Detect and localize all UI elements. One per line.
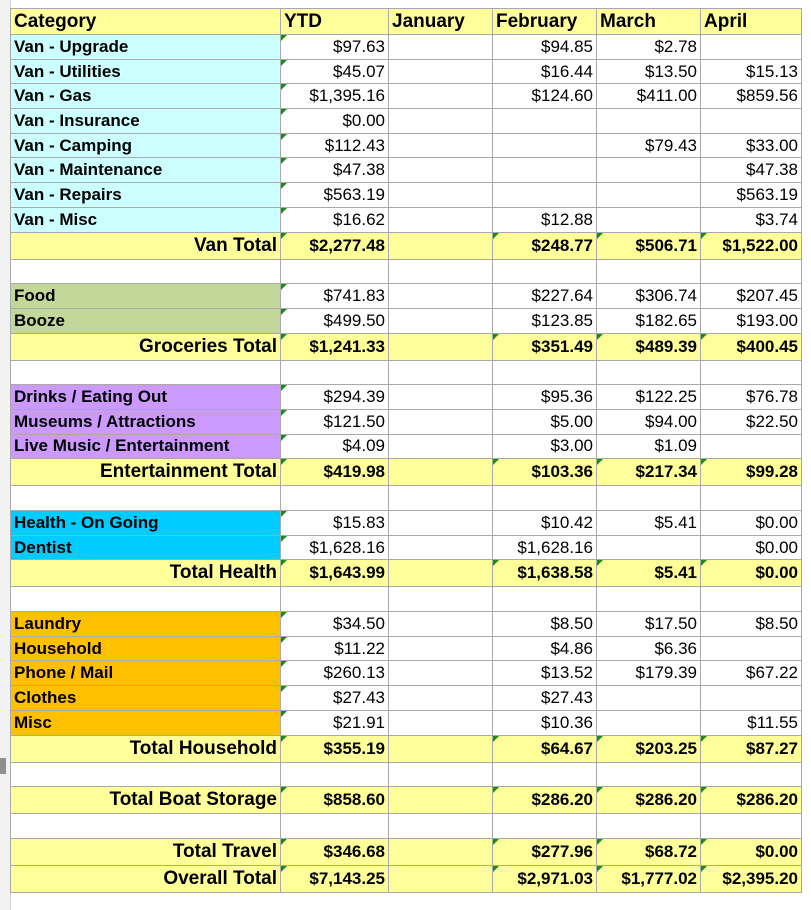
category-cell[interactable]: Live Music / Entertainment	[11, 434, 281, 459]
empty-cell[interactable]	[11, 360, 281, 385]
ytd-cell[interactable]: $0.00	[281, 109, 389, 134]
ytd-cell[interactable]: $1,241.33	[281, 333, 389, 360]
ytd-cell[interactable]: $858.60	[281, 787, 389, 814]
total-row	[11, 865, 802, 892]
february-cell[interactable]	[493, 109, 597, 134]
category-cell[interactable]: Laundry	[11, 612, 281, 637]
march-cell[interactable]	[597, 686, 701, 711]
march-cell[interactable]: $489.39	[597, 333, 701, 360]
february-cell[interactable]: $16.44	[493, 59, 597, 84]
february-cell[interactable]	[493, 183, 597, 208]
ytd-cell[interactable]: $346.68	[281, 838, 389, 865]
blank-row	[11, 762, 802, 787]
january-cell[interactable]	[389, 560, 493, 587]
table-row	[11, 183, 802, 208]
empty-cell[interactable]	[701, 587, 802, 612]
march-cell[interactable]: $179.39	[597, 661, 701, 686]
february-cell[interactable]: $227.64	[493, 284, 597, 309]
april-cell[interactable]	[701, 109, 802, 134]
category-cell[interactable]: Dentist	[11, 535, 281, 560]
empty-cell[interactable]	[281, 259, 389, 284]
table-row	[11, 84, 802, 109]
table-row	[11, 308, 802, 333]
table-row	[11, 109, 802, 134]
february-cell[interactable]: $8.50	[493, 612, 597, 637]
empty-cell[interactable]	[493, 587, 597, 612]
march-cell[interactable]: $217.34	[597, 459, 701, 486]
empty-cell[interactable]	[11, 259, 281, 284]
march-cell[interactable]: $6.36	[597, 636, 701, 661]
january-cell[interactable]	[389, 459, 493, 486]
total-row	[11, 459, 802, 486]
march-cell[interactable]	[597, 183, 701, 208]
header-row	[11, 9, 802, 35]
january-cell[interactable]	[389, 232, 493, 259]
empty-cell[interactable]	[11, 814, 281, 839]
empty-cell[interactable]	[389, 814, 493, 839]
empty-cell[interactable]	[597, 587, 701, 612]
april-cell[interactable]: $0.00	[701, 535, 802, 560]
table-row	[11, 133, 802, 158]
empty-cell[interactable]	[597, 814, 701, 839]
march-cell[interactable]: $506.71	[597, 232, 701, 259]
february-cell[interactable]: $10.42	[493, 511, 597, 536]
category-cell[interactable]: Drinks / Eating Out	[11, 385, 281, 410]
march-cell[interactable]: $411.00	[597, 84, 701, 109]
april-cell[interactable]: $99.28	[701, 459, 802, 486]
april-cell[interactable]	[701, 636, 802, 661]
category-cell[interactable]: Van - Misc	[11, 207, 281, 232]
march-cell[interactable]: $306.74	[597, 284, 701, 309]
ytd-cell[interactable]: $27.43	[281, 686, 389, 711]
total-label-cell[interactable]: Total Boat Storage	[11, 787, 281, 814]
february-cell[interactable]	[493, 133, 597, 158]
total-row	[11, 735, 802, 762]
january-cell[interactable]	[389, 535, 493, 560]
table-row	[11, 409, 802, 434]
january-cell[interactable]	[389, 636, 493, 661]
february-cell[interactable]: $4.86	[493, 636, 597, 661]
table-row	[11, 207, 802, 232]
category-cell[interactable]: Food	[11, 284, 281, 309]
total-row	[11, 838, 802, 865]
ytd-cell[interactable]: $741.83	[281, 284, 389, 309]
january-cell[interactable]	[389, 686, 493, 711]
february-cell[interactable]: $1,638.58	[493, 560, 597, 587]
empty-cell[interactable]	[281, 587, 389, 612]
january-cell[interactable]	[389, 35, 493, 60]
empty-cell[interactable]	[701, 814, 802, 839]
category-cell[interactable]: Household	[11, 636, 281, 661]
total-label-cell[interactable]: Entertainment Total	[11, 459, 281, 486]
total-label-cell[interactable]: Van Total	[11, 232, 281, 259]
total-label-cell[interactable]: Total Travel	[11, 838, 281, 865]
total-row	[11, 787, 802, 814]
ytd-cell[interactable]: $1,395.16	[281, 84, 389, 109]
february-cell[interactable]: $95.36	[493, 385, 597, 410]
ytd-cell[interactable]: $1,628.16	[281, 535, 389, 560]
april-cell[interactable]: $1,522.00	[701, 232, 802, 259]
header-february[interactable]: February	[493, 9, 597, 35]
january-cell[interactable]	[389, 838, 493, 865]
ytd-cell[interactable]: $47.38	[281, 158, 389, 183]
total-label-cell[interactable]: Overall Total	[11, 865, 281, 892]
empty-cell[interactable]	[597, 762, 701, 787]
march-cell[interactable]: $94.00	[597, 409, 701, 434]
april-cell[interactable]: $859.56	[701, 84, 802, 109]
march-cell[interactable]	[597, 207, 701, 232]
ytd-cell[interactable]: $11.22	[281, 636, 389, 661]
category-cell[interactable]: Van - Maintenance	[11, 158, 281, 183]
empty-cell[interactable]	[389, 259, 493, 284]
blank-row	[11, 259, 802, 284]
empty-cell[interactable]	[493, 762, 597, 787]
april-cell[interactable]: $47.38	[701, 158, 802, 183]
ytd-cell[interactable]: $16.62	[281, 207, 389, 232]
blank-row	[11, 814, 802, 839]
category-cell[interactable]: Phone / Mail	[11, 661, 281, 686]
ytd-cell[interactable]: $112.43	[281, 133, 389, 158]
february-cell[interactable]: $277.96	[493, 838, 597, 865]
ytd-cell[interactable]: $15.83	[281, 511, 389, 536]
february-cell[interactable]: $10.36	[493, 710, 597, 735]
category-cell[interactable]: Van - Utilities	[11, 59, 281, 84]
category-cell[interactable]: Health - On Going	[11, 511, 281, 536]
ytd-cell[interactable]: $97.63	[281, 35, 389, 60]
january-cell[interactable]	[389, 333, 493, 360]
april-cell[interactable]	[701, 686, 802, 711]
april-cell[interactable]: $33.00	[701, 133, 802, 158]
empty-cell[interactable]	[701, 486, 802, 511]
ytd-cell[interactable]: $355.19	[281, 735, 389, 762]
empty-cell[interactable]	[11, 486, 281, 511]
april-cell[interactable]: $286.20	[701, 787, 802, 814]
february-cell[interactable]: $64.67	[493, 735, 597, 762]
april-cell[interactable]: $11.55	[701, 710, 802, 735]
empty-cell[interactable]	[597, 360, 701, 385]
april-cell[interactable]: $400.45	[701, 333, 802, 360]
table-row	[11, 686, 802, 711]
january-cell[interactable]	[389, 434, 493, 459]
january-cell[interactable]	[389, 409, 493, 434]
april-cell[interactable]: $76.78	[701, 385, 802, 410]
march-cell[interactable]: $2.78	[597, 35, 701, 60]
april-cell[interactable]: $0.00	[701, 560, 802, 587]
march-cell[interactable]: $79.43	[597, 133, 701, 158]
empty-cell[interactable]	[701, 762, 802, 787]
january-cell[interactable]	[389, 661, 493, 686]
header-april[interactable]: April	[701, 9, 802, 35]
march-cell[interactable]: $286.20	[597, 787, 701, 814]
april-cell[interactable]: $0.00	[701, 511, 802, 536]
january-cell[interactable]	[389, 787, 493, 814]
total-row	[11, 333, 802, 360]
ytd-cell[interactable]: $1,643.99	[281, 560, 389, 587]
april-cell[interactable]: $22.50	[701, 409, 802, 434]
empty-cell[interactable]	[493, 259, 597, 284]
empty-cell[interactable]	[389, 762, 493, 787]
empty-cell[interactable]	[281, 814, 389, 839]
january-cell[interactable]	[389, 207, 493, 232]
february-cell[interactable]: $5.00	[493, 409, 597, 434]
empty-cell[interactable]	[597, 259, 701, 284]
ytd-cell[interactable]: $260.13	[281, 661, 389, 686]
january-cell[interactable]	[389, 308, 493, 333]
january-cell[interactable]	[389, 511, 493, 536]
february-cell[interactable]: $123.85	[493, 308, 597, 333]
blank-row	[11, 486, 802, 511]
february-cell[interactable]: $3.00	[493, 434, 597, 459]
ytd-cell[interactable]: $4.09	[281, 434, 389, 459]
february-cell[interactable]: $13.52	[493, 661, 597, 686]
empty-cell[interactable]	[493, 814, 597, 839]
category-cell[interactable]: Van - Camping	[11, 133, 281, 158]
february-cell[interactable]: $124.60	[493, 84, 597, 109]
total-label-cell[interactable]: Total Health	[11, 560, 281, 587]
empty-cell[interactable]	[281, 486, 389, 511]
april-cell[interactable]: $67.22	[701, 661, 802, 686]
header-march[interactable]: March	[597, 9, 701, 35]
total-row	[11, 232, 802, 259]
ytd-cell[interactable]: $419.98	[281, 459, 389, 486]
blank-row	[11, 587, 802, 612]
empty-cell[interactable]	[701, 259, 802, 284]
march-cell[interactable]: $13.50	[597, 59, 701, 84]
total-label-cell[interactable]: Groceries Total	[11, 333, 281, 360]
expense-spreadsheet	[10, 8, 802, 893]
april-cell[interactable]: $193.00	[701, 308, 802, 333]
category-cell[interactable]: Museums / Attractions	[11, 409, 281, 434]
ytd-cell[interactable]: $121.50	[281, 409, 389, 434]
march-cell[interactable]	[597, 158, 701, 183]
header-ytd[interactable]: YTD	[281, 9, 389, 35]
ytd-cell[interactable]: $2,277.48	[281, 232, 389, 259]
february-cell[interactable]: $27.43	[493, 686, 597, 711]
empty-cell[interactable]	[11, 587, 281, 612]
april-cell[interactable]: $563.19	[701, 183, 802, 208]
category-cell[interactable]: Van - Upgrade	[11, 35, 281, 60]
january-cell[interactable]	[389, 865, 493, 892]
ytd-cell[interactable]: $45.07	[281, 59, 389, 84]
empty-cell[interactable]	[701, 360, 802, 385]
table-row	[11, 511, 802, 536]
empty-cell[interactable]	[389, 486, 493, 511]
table-row	[11, 284, 802, 309]
category-cell[interactable]: Van - Gas	[11, 84, 281, 109]
january-cell[interactable]	[389, 710, 493, 735]
march-cell[interactable]	[597, 109, 701, 134]
january-cell[interactable]	[389, 385, 493, 410]
january-cell[interactable]	[389, 59, 493, 84]
empty-cell[interactable]	[493, 486, 597, 511]
march-cell[interactable]: $203.25	[597, 735, 701, 762]
category-cell[interactable]: Van - Repairs	[11, 183, 281, 208]
march-cell[interactable]: $182.65	[597, 308, 701, 333]
march-cell[interactable]: $17.50	[597, 612, 701, 637]
empty-cell[interactable]	[281, 762, 389, 787]
ytd-cell[interactable]: $563.19	[281, 183, 389, 208]
january-cell[interactable]	[389, 183, 493, 208]
ytd-cell[interactable]: $21.91	[281, 710, 389, 735]
header-january[interactable]: January	[389, 9, 493, 35]
february-cell[interactable]: $103.36	[493, 459, 597, 486]
april-cell[interactable]: $3.74	[701, 207, 802, 232]
category-cell[interactable]: Clothes	[11, 686, 281, 711]
march-cell[interactable]	[597, 710, 701, 735]
january-cell[interactable]	[389, 158, 493, 183]
april-cell[interactable]: $15.13	[701, 59, 802, 84]
february-cell[interactable]	[493, 158, 597, 183]
table-row	[11, 710, 802, 735]
header-category[interactable]: Category	[11, 9, 281, 35]
april-cell[interactable]: $87.27	[701, 735, 802, 762]
empty-cell[interactable]	[389, 360, 493, 385]
february-cell[interactable]: $351.49	[493, 333, 597, 360]
february-cell[interactable]: $2,971.03	[493, 865, 597, 892]
april-cell[interactable]	[701, 434, 802, 459]
march-cell[interactable]: $1.09	[597, 434, 701, 459]
category-cell[interactable]: Booze	[11, 308, 281, 333]
march-cell[interactable]: $68.72	[597, 838, 701, 865]
april-cell[interactable]: $207.45	[701, 284, 802, 309]
empty-cell[interactable]	[597, 486, 701, 511]
february-cell[interactable]: $286.20	[493, 787, 597, 814]
january-cell[interactable]	[389, 109, 493, 134]
table-row	[11, 35, 802, 60]
blank-row	[11, 360, 802, 385]
table-row	[11, 434, 802, 459]
empty-cell[interactable]	[493, 360, 597, 385]
empty-cell[interactable]	[389, 587, 493, 612]
january-cell[interactable]	[389, 133, 493, 158]
table-row	[11, 535, 802, 560]
february-cell[interactable]: $248.77	[493, 232, 597, 259]
ytd-cell[interactable]: $294.39	[281, 385, 389, 410]
january-cell[interactable]	[389, 284, 493, 309]
january-cell[interactable]	[389, 84, 493, 109]
table-row	[11, 385, 802, 410]
april-cell[interactable]: $2,395.20	[701, 865, 802, 892]
march-cell[interactable]: $5.41	[597, 560, 701, 587]
february-cell[interactable]: $94.85	[493, 35, 597, 60]
april-cell[interactable]	[701, 35, 802, 60]
ytd-cell[interactable]: $499.50	[281, 308, 389, 333]
march-cell[interactable]	[597, 535, 701, 560]
empty-cell[interactable]	[281, 360, 389, 385]
table-row	[11, 661, 802, 686]
table-row	[11, 612, 802, 637]
january-cell[interactable]	[389, 735, 493, 762]
ytd-cell[interactable]: $34.50	[281, 612, 389, 637]
march-cell[interactable]: $1,777.02	[597, 865, 701, 892]
april-cell[interactable]: $8.50	[701, 612, 802, 637]
march-cell[interactable]: $5.41	[597, 511, 701, 536]
ytd-cell[interactable]: $7,143.25	[281, 865, 389, 892]
category-cell[interactable]: Van - Insurance	[11, 109, 281, 134]
table-row	[11, 158, 802, 183]
february-cell[interactable]: $12.88	[493, 207, 597, 232]
april-cell[interactable]: $0.00	[701, 838, 802, 865]
scroll-handle[interactable]	[0, 758, 6, 774]
table-row	[11, 59, 802, 84]
table-row	[11, 636, 802, 661]
category-cell[interactable]: Misc	[11, 710, 281, 735]
total-row	[11, 560, 802, 587]
total-label-cell[interactable]: Total Household	[11, 735, 281, 762]
march-cell[interactable]: $122.25	[597, 385, 701, 410]
february-cell[interactable]: $1,628.16	[493, 535, 597, 560]
empty-cell[interactable]	[11, 762, 281, 787]
january-cell[interactable]	[389, 612, 493, 637]
